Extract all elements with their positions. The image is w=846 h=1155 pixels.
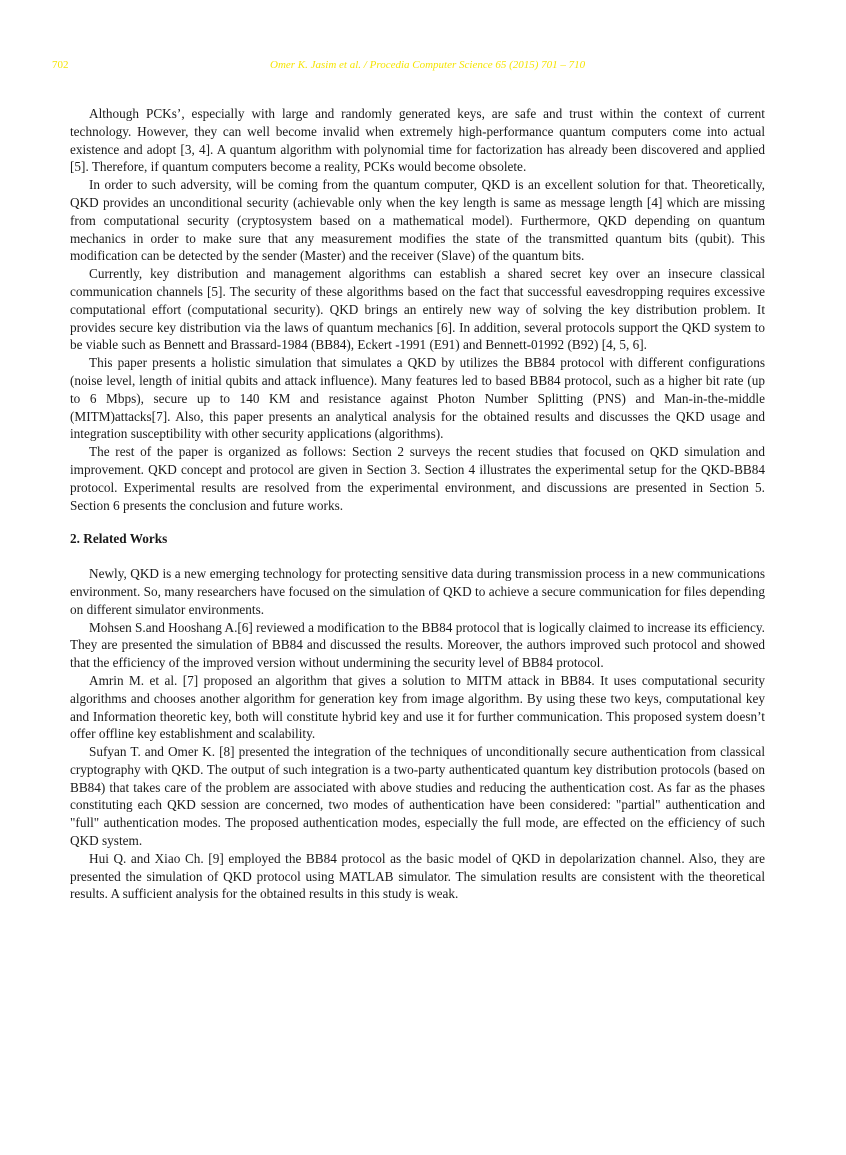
related-works-paragraph: Newly, QKD is a new emerging technology for protecting sensitive data during transmission process in a new communications environment. So, many researchers have focused on the simulation of QKD to achieve a secure communication for files depending on different simulator environments. bbox=[70, 566, 765, 617]
page-number: 702 bbox=[52, 59, 69, 71]
article-body bbox=[70, 105, 765, 903]
intro-paragraph: Although PCKs’, especially with large and randomly generated keys, are safe and trust within the context of current technology. However, they can well become invalid when extremely high-performance quantum computers come into actual existence and adopt [3, 4]. A quantum algorithm with polynomial time for factorization has already been discovered and applied [5]. Therefore, if quantum computers become a reality, PCKs would become obsolete. bbox=[70, 106, 765, 175]
related-works-paragraph: Hui Q. and Xiao Ch. [9] employed the BB84 protocol as the basic model of QKD in depolarization channel. Also, they are presented the simulation of QKD protocol using MATLAB simulator. The simulation results are consistent with the theoretical results. A sufficient analysis for the obtained results in this study is weak. bbox=[70, 850, 765, 902]
intro-paragraph: This paper presents a holistic simulation that simulates a QKD by utilizes the BB84 protocol with different configurations (noise level, length of initial qubits and attack influence). Many features led to based BB84 protocol, such as a higher bit rate (up to 6 Mbps), secure up to 140 KM and resistance against Photon Number Splitting (PNS) and Man-in-the-middle (MITM)attacks[7]. Also, this paper presents an analytical analysis for the obtained results and discusses the QKD usage and integration susceptibility with other security applications (algorithms). bbox=[70, 355, 765, 442]
related-works-paragraph: Amrin M. et al. [7] proposed an algorithm that gives a solution to MITM attack in BB84. It uses computational security algorithms and chooses another algorithm for generation key from image algorithm. By using these two keys, computational key and Information theoretic key, both will constitute hybrid key and use it for further communication. This proposed system doesn’t offer offline key establishment and scalability. bbox=[70, 672, 765, 742]
related-works-paragraph: Mohsen S.and Hooshang A.[6] reviewed a modification to the BB84 protocol that is logically claimed to increase its efficiency. They are presented the simulation of BB84 and discussed the results. Moreover, the authors improved such protocol and showed that the efficiency of the improved version without undermining the security level of BB84 protocol. bbox=[70, 619, 765, 671]
intro-paragraph: Currently, key distribution and management algorithms can establish a shared secret key over an insecure classical communication channels [5]. The security of these algorithms based on the fact that successful eavesdropping requires excessive computational effort (computational security). QKD brings an entirely new way of solving the key distribution problem. It provides secure key distribution via the laws of quantum mechanics [6]. In addition, several protocols support the QKD system to be viable such as Bennett and Brassard-1984 (BB84), Eckert -1991 (E91) and Bennett-01992 (B92) [4, 5, 6]. bbox=[70, 266, 765, 353]
related-works-paragraph: Sufyan T. and Omer K. [8] presented the integration of the techniques of unconditionally secure authentication from classical cryptography with QKD. The output of such integration is a two-party authenticated quantum key distribution protocols (based on BB84) that takes care of the problem are associated with above studies and reducing the authentication cost. As far as the phases constituting each QKD session are concerned, two modes of authentication have been considered: "partial" authentication and "full" authentication modes. The proposed authentication modes, especially the full mode, are effected on the efficiency of such QKD system. bbox=[70, 744, 765, 849]
intro-paragraph: The rest of the paper is organized as follows: Section 2 surveys the recent studies that focused on QKD simulation and improvement. QKD concept and protocol are given in Section 3. Section 4 illustrates the experimental setup for the QKD-BB84 protocol. Experimental results are resolved from the experimental environment, and discussions are presented in Section 5. Section 6 presents the conclusion and future works. bbox=[70, 444, 765, 513]
running-header bbox=[52, 59, 764, 75]
intro-paragraph: In order to such adversity, will be coming from the quantum computer, QKD is an excellent solution for that. Theoretically, QKD provides an unconditional security (achievable only when the key length is same as message length [4] which are missing from computational security (cryptosystem based on a mathematical model). Furthermore, QKD depending on quantum mechanics in order to make sure that any measurement modifies the state of the transmitted quantum bits (qubit). This modification can be detected by the sender (Master) and the receiver (Slave) of the quantum bits. bbox=[70, 177, 765, 264]
journal-reference: Omer K. Jasim et al. / Procedia Computer Science 65 (2015) 701 – 710 bbox=[270, 59, 586, 71]
section-heading-related-works: 2. Related Works bbox=[70, 531, 168, 547]
